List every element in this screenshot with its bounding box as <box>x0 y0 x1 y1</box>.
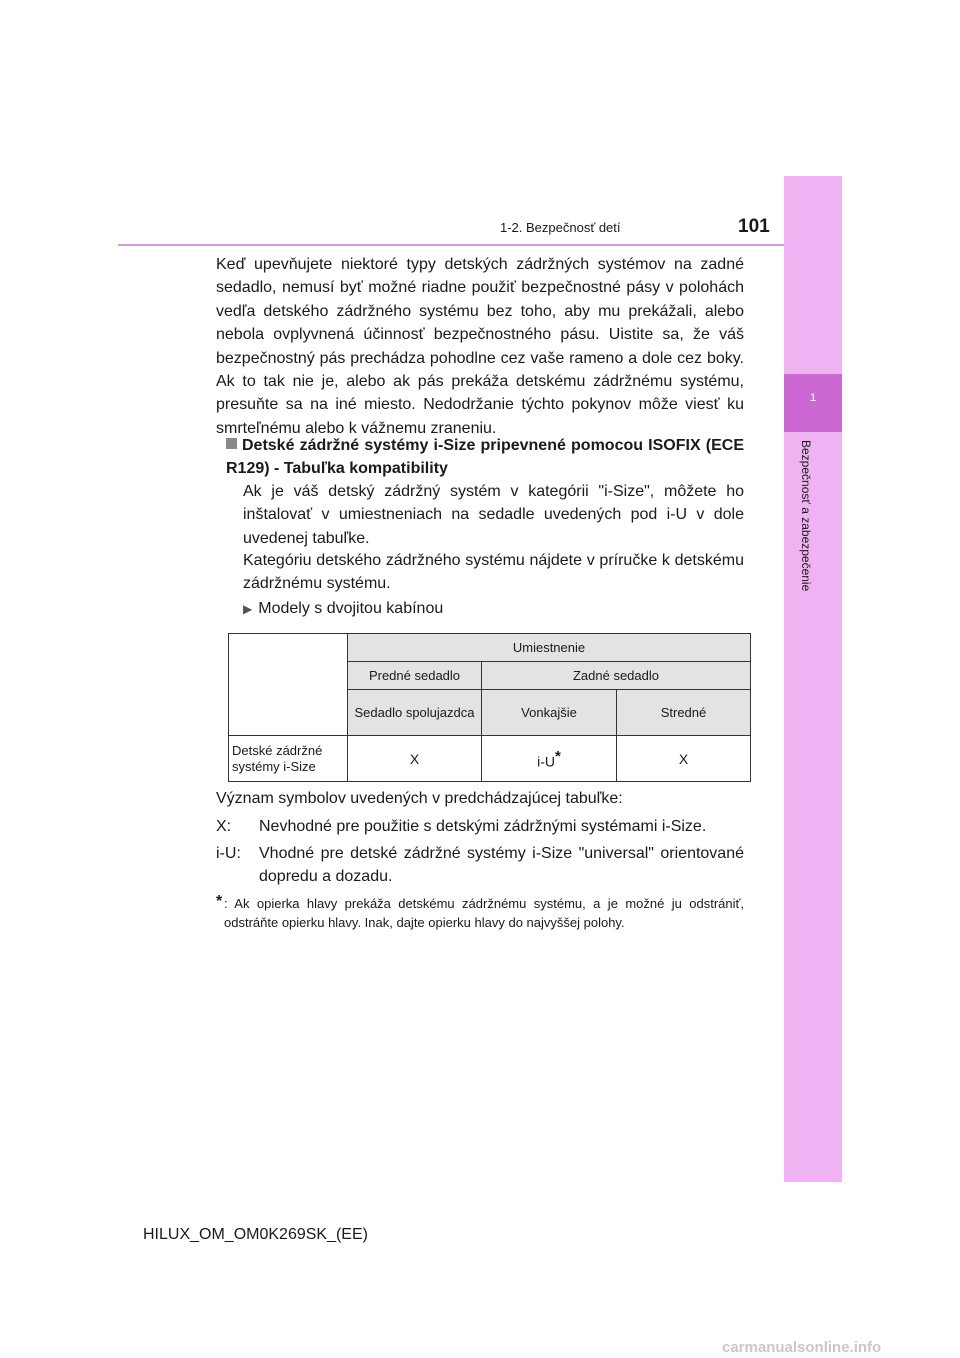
section-heading <box>226 434 744 481</box>
table-row-label: Detské zádržné systémy i-Size <box>229 736 348 782</box>
table-header-location: Umiestnenie <box>348 634 751 662</box>
chapter-number: 1 <box>809 392 817 404</box>
footnote <box>216 894 744 932</box>
table-corner-cell <box>229 634 348 736</box>
legend-text: Nevhodné pre použitie s detskými zádržnými systémami i-Size. <box>259 818 707 835</box>
legend-key: i-U: <box>216 845 241 862</box>
paragraph-category: Kategóriu detského zádržného systému nájdete v príručke k detskému zádržnému systému. <box>243 552 744 593</box>
paragraph-isize-install: Ak je váš detský zádržný systém v kategórii "i-Size", môžete ho inštalovať v umiestneniach na sedadle uvedených pod i-U v dole uvedenej tabuľke. <box>243 483 744 547</box>
table-header-front-seat: Predné sedadlo <box>348 662 482 690</box>
legend-intro: Význam symbolov uvedených v predchádzajúcej tabuľke: <box>216 790 623 807</box>
document-code: HILUX_OM_OM0K269SK_(EE) <box>143 1226 368 1243</box>
triangle-bullet-icon: ▶ <box>243 602 253 616</box>
table-cell-outer <box>482 736 617 782</box>
chapter-label: Bezpečnosť a zabezpečenie <box>799 440 813 592</box>
legend-item-x <box>216 815 744 838</box>
header-rule <box>118 244 840 246</box>
table-header-rear-seat: Zadné sedadlo <box>482 662 751 690</box>
model-bullet-text: Modely s dvojitou kabínou <box>258 600 444 617</box>
legend-item-iu <box>216 842 744 889</box>
page-number: 101 <box>738 216 770 237</box>
legend-text: Vhodné pre detské zádržné systémy i-Size "universal" orientované dopredu a dozadu. <box>259 845 744 886</box>
footnote-text: : Ak opierka hlavy prekáža detskému zádržnému systému, a je možné ju odstrániť, odstráňte opierku hlavy. Inak, dajte opierku hlavy do najvyššej polohy. <box>224 896 744 930</box>
footnote-mark: * <box>216 893 223 910</box>
square-bullet-icon <box>226 438 237 449</box>
compatibility-table <box>228 633 751 782</box>
intro-paragraph: Keď upevňujete niektoré typy detských zádržných systémov na zadné sedadlo, nemusí byť možné riadne použiť bezpečnostné pásy v polohách vedľa detského zádržného systému bez toho, aby mu prekážali, alebo nebola ovplyvnená účinnosť bezpečnostného pásu. Uistite sa, že váš bezpečnostný pás prechádza pohodlne cez vaše rameno a dole cez boky. Ak to tak nie je, alebo ak pás prekáža detskému zádržnému systému, presuňte sa na iné miesto. Nedodržanie týchto pokynov môže viesť ku smrteľnému alebo k vážnemu zraneniu. <box>216 256 744 437</box>
legend-key: X: <box>216 818 232 835</box>
table-col-passenger: Sedadlo spolujazdca <box>348 690 482 736</box>
section-heading-text: Detské zádržné systémy i-Size pripevnené pomocou ISOFIX (ECE R129) - Tabuľka kompatibility <box>226 437 744 478</box>
watermark: carmanualsonline.info <box>722 1339 882 1356</box>
footnote-mark: * <box>555 747 561 765</box>
table-col-center: Stredné <box>617 690 751 736</box>
table-cell-passenger: X <box>348 736 482 782</box>
table-cell-outer-value: i-U <box>537 753 556 770</box>
model-bullet <box>243 600 443 618</box>
running-header-section: 1-2. Bezpečnosť detí <box>500 220 621 235</box>
table-col-outer: Vonkajšie <box>482 690 617 736</box>
chapter-side-tab <box>784 176 842 1182</box>
table-cell-center: X <box>617 736 751 782</box>
